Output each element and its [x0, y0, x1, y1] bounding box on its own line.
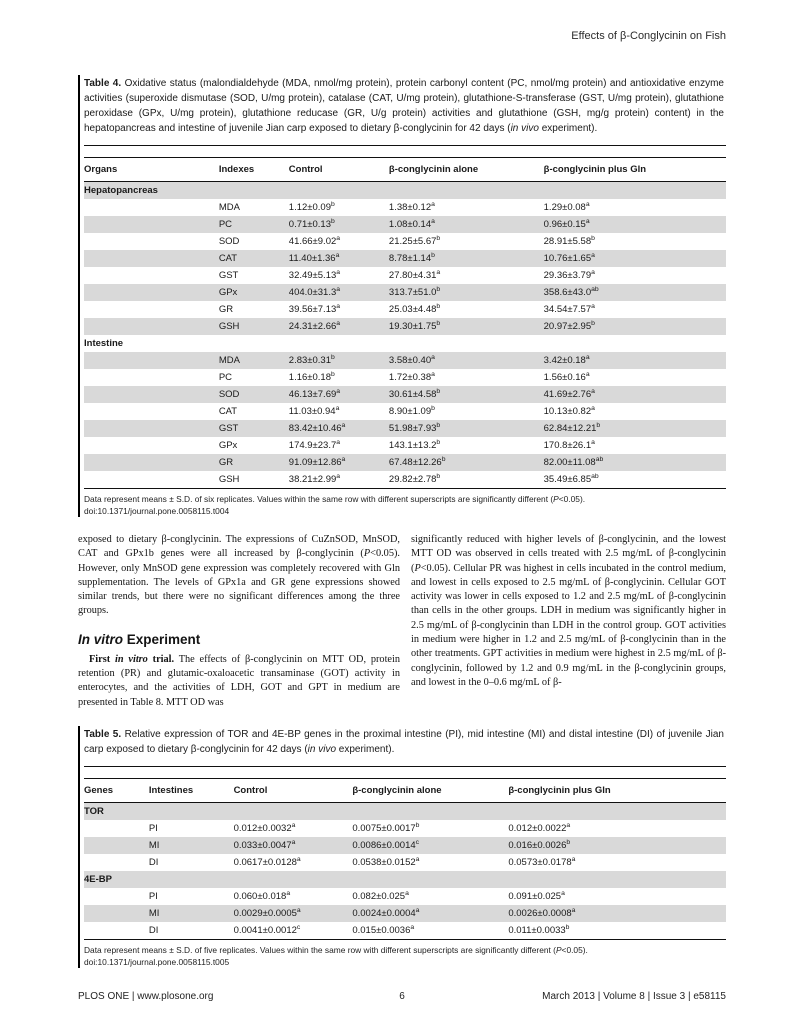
table-row [84, 301, 726, 318]
table5-header-row [84, 779, 726, 803]
table-cell: 0.015±0.0036$^a$ [352, 923, 415, 936]
significance-superscript: a [286, 889, 291, 897]
table-cell: 1.16±0.18$^b$ [288, 370, 335, 383]
significance-superscript: b [436, 421, 441, 429]
column-header-control: Control [234, 779, 353, 803]
table-cell: 51.98±7.93$^b$ [388, 421, 441, 434]
significance-superscript: b [596, 421, 601, 429]
table-cell: 358.6±43.0$^{ab}$ [543, 285, 599, 298]
table-cell [84, 820, 149, 837]
row-label-cell: PI [148, 823, 158, 834]
table-cell [84, 369, 219, 386]
text-segment: Relative expression of TOR and 4E-BP genes in the proximal intestine (PI), mid intestine (MI) and distal intestine (DI) of juvenile Jian carp exposed to dietary β-conglycinin for 42 days ( [84, 729, 724, 755]
table-row [84, 922, 726, 940]
table-cell [84, 216, 219, 233]
table4-body [84, 182, 726, 489]
table-cell: 0.71±0.13$^b$ [288, 217, 335, 230]
table-cell: 11.03±0.94$^a$ [288, 404, 340, 417]
significance-superscript: a [336, 472, 341, 480]
table-cell: 0.033±0.0047$^a$ [233, 838, 296, 851]
significance-superscript: ab [591, 472, 599, 480]
table-cell: 0.0617±0.0128$^a$ [233, 855, 301, 868]
table-cell [84, 454, 219, 471]
running-head: Effects of β-Conglycinin on Fish [571, 30, 726, 42]
table-cell: 39.56±7.13$^a$ [288, 302, 341, 315]
table4 [84, 157, 726, 489]
significance-superscript: a [405, 889, 409, 897]
paragraph [78, 653, 400, 710]
significance-superscript: a [336, 285, 341, 293]
significance-superscript: a [291, 838, 296, 846]
table-row [84, 352, 726, 369]
table-cell: 0.016±0.0026$^b$ [508, 838, 571, 851]
table-cell: 404.0±31.3$^a$ [288, 285, 341, 298]
paragraph [411, 533, 726, 690]
column-header-indexes: Indexes [219, 158, 289, 182]
table-cell: 25.03±4.48$^b$ [388, 302, 441, 315]
significance-superscript: a [296, 855, 301, 863]
row-label-cell: GSH [218, 321, 240, 332]
row-label-cell: CAT [218, 253, 238, 264]
significance-superscript: a [566, 821, 571, 829]
row-label-cell: GR [218, 457, 234, 468]
table-row [84, 871, 726, 888]
table-cell: 1.08±0.14$^a$ [388, 217, 435, 230]
significance-superscript: c [415, 838, 420, 846]
table-cell [84, 837, 149, 854]
table-cell: 32.49±5.13$^a$ [288, 268, 341, 281]
row-label-cell: PI [148, 891, 158, 902]
table5-caption-text [84, 729, 724, 755]
table-cell [84, 267, 219, 284]
significance-superscript: a [561, 889, 565, 897]
table5-label: Table 5. [84, 729, 122, 740]
table-cell: 174.9±23.7$^a$ [288, 438, 341, 451]
table-cell: 1.38±0.12$^a$ [388, 200, 435, 213]
table4-block [78, 75, 726, 517]
significance-superscript: a [585, 353, 590, 361]
significance-superscript: a [571, 906, 576, 914]
table-row [84, 335, 726, 352]
significance-superscript: a [291, 821, 296, 829]
text-segment: in vitro [114, 653, 148, 665]
table-cell [84, 437, 219, 454]
table-cell: 0.0538±0.0152$^a$ [352, 855, 420, 868]
significance-superscript: b [565, 923, 570, 931]
footer-page-number: 6 [399, 991, 405, 1002]
row-label-cell: GST [218, 270, 239, 281]
table-cell: 83.42±10.46$^a$ [288, 421, 346, 434]
table-cell [84, 854, 149, 871]
significance-superscript: a [591, 268, 595, 276]
significance-superscript: b [330, 200, 335, 208]
column-header-conglycinin-alone: β-conglycinin alone [352, 779, 508, 803]
table-cell [84, 403, 219, 420]
table-cell [84, 233, 219, 250]
text-segment: in vivo [510, 123, 539, 134]
table-cell: 0.060±0.018$^a$ [233, 889, 291, 902]
table-cell: 30.61±4.58$^b$ [388, 387, 441, 400]
table-cell: 0.0573±0.0178$^a$ [508, 855, 576, 868]
significance-superscript: a [571, 855, 576, 863]
significance-superscript: ab [591, 285, 599, 293]
text-segment: First [89, 653, 115, 665]
table-row [84, 905, 726, 922]
column-header-intestines: Intestines [149, 779, 234, 803]
row-label-cell: GPx [218, 287, 238, 298]
table-cell: 0.012±0.0032$^a$ [233, 821, 296, 834]
significance-superscript: a [336, 302, 341, 310]
text-segment: Experiment [123, 631, 201, 647]
table5-block [78, 726, 726, 968]
table-cell: 35.49±6.85$^{ab}$ [543, 472, 599, 485]
body-column-right [411, 533, 726, 690]
table-cell: 27.80±4.31$^a$ [388, 268, 441, 281]
table-cell: 62.84±12.21$^b$ [543, 421, 601, 434]
table5-caption [84, 726, 726, 767]
significance-superscript: b [566, 838, 571, 846]
table-section-cell: 4E-BP [84, 874, 112, 885]
text-segment: Data represent means ± S.D. of five replicates. Values within the same row with different superscripts are significantly different ( [84, 945, 556, 955]
row-label-cell: GR [218, 304, 234, 315]
significance-superscript: c [296, 923, 301, 931]
table-cell: 8.90±1.09$^b$ [388, 404, 435, 417]
significance-superscript: b [436, 234, 441, 242]
row-label-cell: SOD [218, 389, 240, 400]
significance-superscript: a [335, 251, 340, 259]
significance-superscript: a [336, 319, 341, 327]
table-row [84, 420, 726, 437]
row-label-cell: SOD [218, 236, 240, 247]
table-cell: 38.21±2.99$^a$ [288, 472, 341, 485]
text-segment: The effects of β-conglycinin on MTT OD, protein retention (PR) and glutamic-oxaloacetic transaminase (GOT) activity in enterocytes, and the activities of LDH, GOT and GPT in medium are presented in Table 8. MTT OD was [78, 653, 401, 708]
text-segment: experiment). [336, 744, 395, 755]
table-cell: 91.09±12.86$^a$ [288, 455, 346, 468]
table-row [84, 837, 726, 854]
row-label-cell: GSH [218, 474, 240, 485]
table-row [84, 820, 726, 837]
text-segment: Data represent means ± S.D. of six replicates. Values within the same row with different superscripts are significantly different ( [84, 494, 554, 504]
significance-superscript: a [585, 370, 590, 378]
significance-superscript: ab [595, 455, 604, 463]
text-segment: experiment). [538, 123, 598, 134]
table-cell: 82.00±11.08$^{ab}$ [543, 455, 604, 468]
row-label-cell: GST [218, 423, 239, 434]
significance-superscript: a [336, 234, 341, 242]
column-header-control: Control [289, 158, 389, 182]
table-cell: 11.40±1.36$^a$ [288, 251, 340, 264]
table-cell: 1.72±0.38$^a$ [388, 370, 435, 383]
significance-superscript: a [591, 302, 595, 310]
significance-superscript: a [415, 906, 420, 914]
significance-superscript: b [591, 319, 595, 327]
text-segment: P [553, 494, 559, 504]
table-cell: 0.0086±0.0014$^c$ [352, 838, 420, 851]
table-cell: 0.082±0.025$^a$ [352, 889, 409, 902]
significance-superscript: a [431, 200, 435, 208]
table-section-cell: Hepatopancreas [84, 185, 158, 196]
table-cell [84, 420, 219, 437]
table4-label: Table 4. [84, 78, 122, 89]
significance-superscript: a [436, 268, 441, 276]
table-row [84, 369, 726, 386]
significance-superscript: b [415, 821, 420, 829]
row-label-cell: GPx [218, 440, 238, 451]
table-cell: 1.29±0.08$^a$ [543, 200, 590, 213]
significance-superscript: b [431, 404, 435, 412]
table-row [84, 454, 726, 471]
table4-caption-text [84, 78, 724, 134]
table-cell: 46.13±7.69$^a$ [288, 387, 341, 400]
significance-superscript: b [591, 234, 595, 242]
text-segment: P [363, 548, 371, 560]
column-header-conglycinin-gln: β-conglycinin plus Gln [508, 779, 726, 803]
table-cell [84, 318, 219, 335]
table-row [84, 803, 726, 821]
significance-superscript: a [336, 387, 341, 395]
table-cell [84, 301, 219, 318]
table-cell: 0.0041±0.0012$^c$ [233, 923, 301, 936]
table-row [84, 267, 726, 284]
significance-superscript: a [296, 906, 301, 914]
table-cell: 3.58±0.40$^a$ [388, 353, 435, 366]
significance-superscript: a [431, 370, 435, 378]
table-row [84, 854, 726, 871]
text-segment: Oxidative status (malondialdehyde (MDA, nmol/mg protein), protein carbonyl content (PC, nmol/mg protein) and antioxidative enzyme activities (superoxide dismutase (SOD, U/mg protein), catalase (CAT, U/mg protein), glutathione-S-transferase (GST, U/mg protein), glutathione peroxidase (GPx, U/mg protein), glutathione reducase (GR, U/g protein) activities and glutathione (GSH, mg/g protein) content) in the hepatopancreas and intestine of juvenile Jian carp exposed to dietary β-conglycinin for 42 days ( [84, 78, 724, 134]
table-row [84, 437, 726, 454]
table-row [84, 888, 726, 905]
table-row [84, 233, 726, 250]
significance-superscript: b [330, 217, 335, 225]
text-segment: exposed to dietary β-conglycinin. The expressions of CuZnSOD, MnSOD, CAT and GPx1b genes were all increased by β-conglycinin ( [78, 534, 400, 560]
table-cell: 0.0026±0.0008$^a$ [508, 906, 576, 919]
table-cell: 0.091±0.025$^a$ [508, 889, 565, 902]
significance-superscript: b [436, 319, 441, 327]
significance-superscript: a [591, 438, 595, 446]
table5-footnote [84, 940, 726, 957]
significance-superscript: a [335, 404, 340, 412]
paragraph [78, 533, 400, 619]
table5 [84, 778, 726, 940]
table4-caption [84, 75, 726, 146]
text-segment: In vitro [78, 631, 124, 647]
table-cell [84, 352, 219, 369]
table-cell [84, 888, 149, 905]
significance-superscript: a [341, 421, 346, 429]
table-cell: 0.011±0.0033$^b$ [508, 923, 570, 936]
significance-superscript: b [436, 302, 441, 310]
table-section-cell: Intestine [84, 338, 124, 349]
table-cell [84, 905, 149, 922]
row-label-cell: PC [218, 219, 233, 230]
significance-superscript: b [330, 353, 335, 361]
table-cell: 170.8±26.1$^a$ [543, 438, 595, 451]
table4-footnote [84, 489, 726, 506]
column-header-conglycinin-gln: β-conglycinin plus Gln [544, 158, 726, 182]
table-cell: 34.54±7.57$^a$ [543, 302, 595, 315]
significance-superscript: a [336, 268, 341, 276]
table-row [84, 471, 726, 489]
text-segment: in vivo [307, 744, 337, 755]
row-label-cell: MDA [218, 355, 240, 366]
table-cell: 2.83±0.31$^b$ [288, 353, 335, 366]
table-cell: 1.56±0.16$^a$ [543, 370, 590, 383]
table-cell: 313.7±51.0$^b$ [388, 285, 441, 298]
row-label-cell: MI [148, 840, 160, 851]
significance-superscript: a [336, 438, 341, 446]
significance-superscript: a [415, 855, 420, 863]
table-cell: 0.96±0.15$^a$ [543, 217, 590, 230]
table-cell [84, 386, 219, 403]
text-segment: <0.05). [561, 945, 588, 955]
significance-superscript: b [431, 251, 435, 259]
column-header-genes: Genes [84, 779, 149, 803]
significance-superscript: b [436, 285, 441, 293]
table-cell [84, 471, 219, 489]
table-row [84, 199, 726, 216]
row-label-cell: DI [148, 925, 159, 936]
table5-body [84, 803, 726, 940]
table-cell [84, 922, 149, 940]
row-label-cell: PC [218, 372, 233, 383]
table-cell: 10.76±1.65$^a$ [543, 251, 595, 264]
significance-superscript: a [410, 923, 415, 931]
table-cell [84, 250, 219, 267]
significance-superscript: a [431, 217, 435, 225]
text-segment: P [414, 562, 421, 574]
table-cell: 28.91±5.58$^b$ [543, 234, 595, 247]
table-cell: 21.25±5.67$^b$ [388, 234, 441, 247]
section-heading-in-vitro-experiment [78, 632, 400, 647]
table-cell: 19.30±1.75$^b$ [388, 319, 441, 332]
row-label-cell: CAT [218, 406, 238, 417]
row-label-cell: MI [148, 908, 160, 919]
column-header-organs: Organs [84, 158, 219, 182]
table4-doi: doi:10.1371/journal.pone.0058115.t004 [84, 505, 230, 516]
text-segment: <0.05). However, only MnSOD gene expression was completely recovered with Gln supplementation. The levels of GPx1a and GR gene expressions showed similar trends, but there were no significant differences among the three groups. [78, 548, 400, 617]
column-header-conglycinin-alone: β-conglycinin alone [389, 158, 544, 182]
body-column-left [78, 533, 400, 710]
table-row [84, 250, 726, 267]
significance-superscript: b [436, 387, 441, 395]
significance-superscript: b [436, 472, 441, 480]
footer-journal: PLOS ONE | www.plosone.org [78, 991, 214, 1002]
significance-superscript: b [436, 438, 441, 446]
significance-superscript: a [591, 404, 595, 412]
significance-superscript: b [330, 370, 335, 378]
text-segment: significantly reduced with higher levels of β-conglycinin, and the lowest MTT OD was observed in cells treated with 2.5 mg/mL of β-conglycinin ( [411, 534, 726, 574]
table-cell: 143.1±13.2$^b$ [388, 438, 441, 451]
table-cell: 0.012±0.0022$^a$ [508, 821, 571, 834]
table-cell: 20.97±2.95$^b$ [543, 319, 595, 332]
page-footer [78, 991, 726, 1005]
significance-superscript: a [585, 200, 590, 208]
table-cell: 24.31±2.66$^a$ [288, 319, 341, 332]
table-row [84, 403, 726, 420]
table-cell: 41.66±9.02$^a$ [288, 234, 341, 247]
table-row [84, 284, 726, 301]
footer-citation: March 2013 | Volume 8 | Issue 3 | e58115 [542, 991, 726, 1002]
table-section-cell: TOR [84, 806, 104, 817]
table-cell: 10.13±0.82$^a$ [543, 404, 595, 417]
row-label-cell: DI [148, 857, 159, 868]
table-cell [84, 199, 219, 216]
table-cell [84, 284, 219, 301]
table-row [84, 318, 726, 335]
text-segment: <0.05). Cellular PR was highest in cells incubated in the control medium, and lowest in cells exposed to 2.5 mg/mL of β-conglycinin. Cellular GOT activity was lower in cells exposed to 1.2 and 2.5 mg/mL of β-conglycinin than cells in the other groups. LDH in medium was significantly higher in 2.5 mg/mL of β-conglycinin than LDH in the control group. GOT activities in medium were higher in 1.2 and 2.5 mg/mL of β-conglycinin than in the other treatments. GPT activities in medium were highest in 2.5 mg/mL of β-conglycinin, followed by 1.2 and 0.9 mg/mL in the β-conglycinin groups, and lowest in the 0–0.6 mg/mL of β- [411, 562, 726, 688]
table-cell: 8.78±1.14$^b$ [388, 251, 435, 264]
table-cell: 29.82±2.78$^b$ [388, 472, 441, 485]
table-cell: 3.42±0.18$^a$ [543, 353, 590, 366]
table-cell: 1.12±0.09$^b$ [288, 200, 335, 213]
table-row [84, 386, 726, 403]
row-label-cell: MDA [218, 202, 240, 213]
text-segment: <0.05). [558, 494, 586, 504]
significance-superscript: a [431, 353, 435, 361]
table-cell: 41.69±2.76$^a$ [543, 387, 595, 400]
table5-doi: doi:10.1371/journal.pone.0058115.t005 [84, 956, 230, 967]
text-segment: P [555, 945, 562, 955]
table4-header-row [84, 158, 726, 182]
table-cell: 0.0024±0.0004$^a$ [352, 906, 420, 919]
text-segment: trial. [147, 653, 175, 665]
table-cell: 0.0075±0.0017$^b$ [352, 821, 420, 834]
significance-superscript: a [341, 455, 346, 463]
significance-superscript: b [441, 455, 446, 463]
table-cell: 0.0029±0.0005$^a$ [233, 906, 301, 919]
table-row [84, 182, 726, 200]
significance-superscript: a [591, 387, 595, 395]
table-row [84, 216, 726, 233]
significance-superscript: a [585, 217, 590, 225]
table-cell: 29.36±3.79$^a$ [543, 268, 595, 281]
significance-superscript: a [591, 251, 595, 259]
table-cell: 67.48±12.26$^b$ [388, 455, 446, 468]
